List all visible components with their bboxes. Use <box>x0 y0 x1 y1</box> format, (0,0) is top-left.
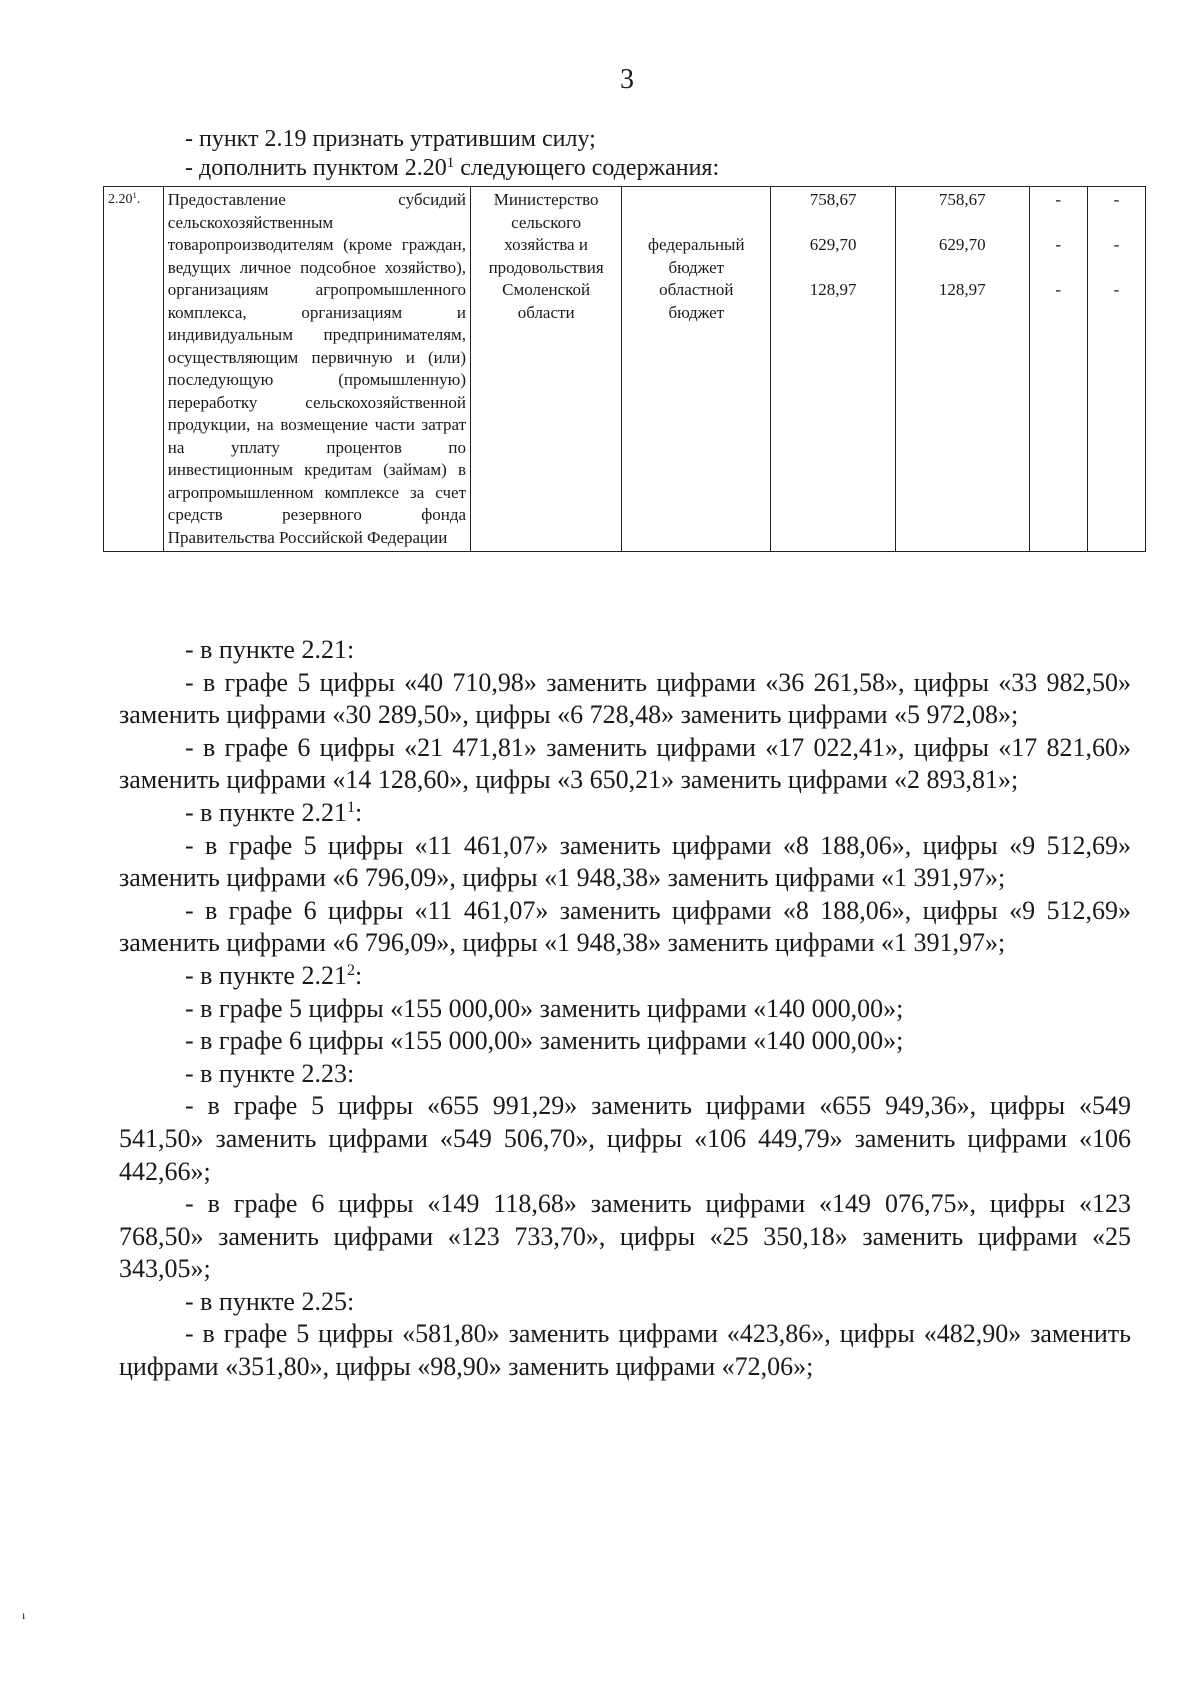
column-7-value: - <box>1055 280 1062 299</box>
amendment-text: - в графе 6 цифры «21 471,81» заменить цифрами «17 022,41», цифры «17 821,60» заменить цифрами «14 128,60», цифры «3 650,21» заменить цифрами «2 893,81»; <box>119 732 1131 795</box>
item-number-cell <box>104 187 164 552</box>
amendment-text: - в графе 5 цифры «11 461,07» заменить цифрами «8 188,06», цифры «9 512,69» заменить цифрами «6 796,09», цифры «1 948,38» заменить цифрами «1 391,97»; <box>119 830 1131 893</box>
amendment-heading <box>119 1058 1131 1091</box>
item-name: Предоставление субсидий сельскохозяйственным товаропроизводителям (кроме граждан, ведущих личное подсобное хозяйство), организациям агропромышленного комплекса, организациям и индивидуальным предпринимателям, осуществляющим первичную и (или) последующую (промышленную) переработку сельскохозяйственной продукции, на возмещение части затрат на уплату процентов по инвестиционным кредитам (займам) в агропромышленном комплексе за счет средств резервного фонда Правительства Российской Федерации <box>167 190 467 547</box>
source-cell <box>622 187 771 552</box>
executor-line: продовольствия <box>488 257 604 277</box>
funding-sources <box>626 189 766 324</box>
amendment-paragraph <box>119 667 1131 732</box>
executor-cell <box>471 187 622 552</box>
item-number: 2.20 <box>108 192 133 207</box>
column-5-value: 128,97 <box>809 280 857 299</box>
amendment-text: - в графе 5 цифры «155 000,00» заменить цифрами «140 000,00»; <box>185 993 904 1023</box>
executor-line: хозяйства и <box>504 235 588 254</box>
column-5-value: 758,67 <box>809 190 857 209</box>
intro-line-repeal <box>185 126 596 153</box>
amendment-text: - в графе 6 цифры «149 118,68» заменить цифрами «149 076,75», цифры «123 768,50» заменить цифрами «123 733,70», цифры «25 350,18» заменить цифрами «25 343,05»; <box>119 1189 1131 1284</box>
intro-line-add <box>185 155 719 182</box>
amendment-text: - в пункте 2.23: <box>185 1058 355 1088</box>
column-7-values <box>1034 189 1083 324</box>
column-6-value: 758,67 <box>938 190 986 209</box>
column-6-value: 128,97 <box>938 280 986 299</box>
executor <box>475 189 617 324</box>
column-6-values <box>900 189 1025 324</box>
column-5-values <box>775 189 890 324</box>
amendment-paragraph <box>119 732 1131 797</box>
column-7-cell <box>1029 187 1087 552</box>
executor-line: Министерство <box>493 190 599 209</box>
amendment-paragraph <box>119 830 1131 895</box>
amendment-heading <box>119 1025 1131 1058</box>
amendments-body <box>119 634 1131 1384</box>
amendment-text: - в графе 5 цифры «40 710,98» заменить цифрами «36 261,58», цифры «33 982,50» заменить цифрами «30 289,50», цифры «6 728,48» заменить цифрами «5 972,08»; <box>119 667 1131 730</box>
column-8-value: - <box>1113 235 1120 254</box>
intro-line-add-suffix: следующего содержания: <box>454 155 720 181</box>
amendment-text: - в пункте 2.21 <box>185 797 347 827</box>
amendment-text: - в пункте 2.25: <box>185 1286 355 1316</box>
amendment-sup: 1 <box>346 799 356 817</box>
amendment-text: - в пункте 2.21 <box>185 960 347 990</box>
amendment-text: - в пункте 2.21: <box>185 635 355 664</box>
item-name-cell <box>163 187 470 552</box>
amendment-text: - в графе 6 цифры «11 461,07» заменить цифрами «8 188,06», цифры «9 512,69» заменить цифрами «6 796,09», цифры «1 948,38» заменить цифрами «1 391,97»; <box>119 895 1131 958</box>
column-5-value: 629,70 <box>809 235 857 254</box>
intro-line-add-sup: 1 <box>446 154 455 171</box>
funding-source: федеральный <box>648 235 745 254</box>
column-7-value: - <box>1055 190 1062 209</box>
item-number-suffix: . <box>136 192 141 207</box>
amendment-text: - в графе 5 цифры «581,80» заменить цифрами «423,86», цифры «482,90» заменить цифрами «351,80», цифры «98,90» заменить цифрами «72,06»; <box>119 1319 1131 1382</box>
amendment-after: : <box>355 960 363 990</box>
column-8-values <box>1092 189 1141 324</box>
amendment-paragraph <box>119 1188 1131 1286</box>
amendment-heading <box>119 1286 1131 1319</box>
amendment-heading <box>119 960 1131 993</box>
amendment-heading <box>119 993 1131 1026</box>
amendment-heading <box>119 797 1131 830</box>
intro-line-repeal-text: - пункт 2.19 признать утратившим силу; <box>185 126 596 152</box>
executor-line: сельского <box>511 212 582 232</box>
amendment-heading <box>119 634 1131 667</box>
item-number-sup: 1 <box>132 190 137 201</box>
column-6-cell <box>895 187 1029 552</box>
column-8-value: - <box>1113 190 1120 209</box>
insert-table-row <box>104 187 1146 552</box>
funding-source: бюджет <box>668 257 725 277</box>
funding-source: областной <box>659 280 734 299</box>
amendment-text: - в графе 6 цифры «155 000,00» заменить цифрами «140 000,00»; <box>185 1026 904 1056</box>
amendment-after: : <box>355 797 363 827</box>
page-number: 3 <box>620 64 634 95</box>
executor-line: Смоленской <box>502 280 591 299</box>
amendment-text: - в графе 5 цифры «655 991,29» заменить цифрами «655 949,36», цифры «549 541,50» заменить цифрами «549 506,70», цифры «106 449,79» заменить цифрами «106 442,66»; <box>119 1091 1131 1186</box>
amendment-paragraph <box>119 895 1131 960</box>
funding-source: бюджет <box>668 302 725 322</box>
executor-line: области <box>517 302 575 322</box>
amendment-paragraph <box>119 1318 1131 1383</box>
insert-table <box>103 186 1146 552</box>
intro-line-add-prefix: - дополнить пунктом 2.20 <box>185 155 447 181</box>
column-7-value: - <box>1055 235 1062 254</box>
amendment-paragraph <box>119 1090 1131 1188</box>
column-6-value: 629,70 <box>938 235 986 254</box>
column-5-cell <box>771 187 895 552</box>
margin-mark: ı <box>22 1608 26 1622</box>
column-8-cell <box>1087 187 1145 552</box>
amendment-sup: 2 <box>346 962 356 980</box>
column-8-value: - <box>1113 280 1120 299</box>
